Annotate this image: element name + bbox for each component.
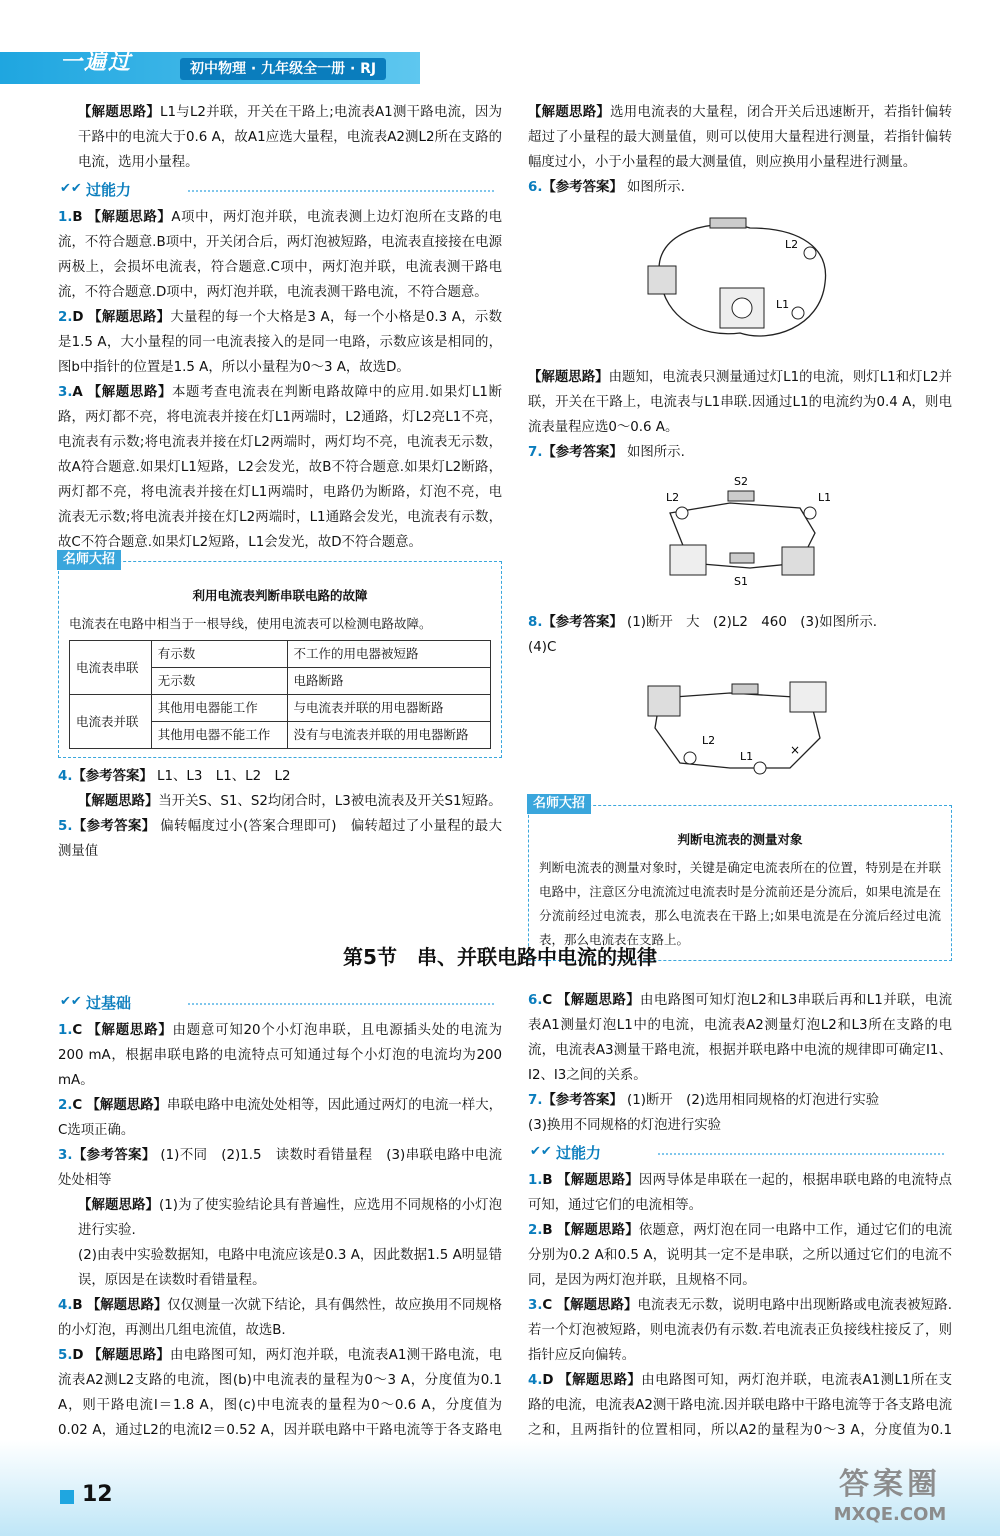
q-number: 2. bbox=[58, 310, 73, 325]
label: 【解题思路】 bbox=[557, 1223, 639, 1238]
battery-icon bbox=[648, 266, 676, 294]
q-number: 8. bbox=[528, 615, 543, 630]
label: 【参考答案】 bbox=[542, 180, 623, 195]
question-6 bbox=[528, 175, 952, 200]
q-text: 由题知，电流表只测量通过灯L1的电流，则灯L1和灯L2并联，开关在干路上，电流表与L1串联.因通过L1的电流约为0.4 A，则电流表量程应选0～0.6 A。 bbox=[528, 370, 952, 435]
q-number: 3. bbox=[58, 385, 73, 400]
label: 【解题思路】 bbox=[78, 105, 161, 120]
left-column-bottom bbox=[58, 988, 502, 1468]
q-number: 6. bbox=[528, 993, 543, 1008]
q-answer: L1、L3 L1、L2 L2 bbox=[157, 769, 291, 784]
label-l1: L1 bbox=[740, 750, 754, 763]
q-text: 本题考查电流表在判断电路故障中的应用.如果灯L1断路，两灯都不亮，将电流表并接在灯L1两端时，L2通路，灯L2亮L1不亮，电流表有示数;将电流表并接在灯L2两端时，两灯均不亮，电流表无示数，故A符合题意.如果灯L1短路，L2会发光，故B不符合题意.如果灯L2断路，两灯都不亮，将电流表并接在灯L1两端时，电路仍为断路，灯泡不亮，电流表无示数;将电流表并接在灯L2两端时，L1通路会发光，电流表有示数，故C不符合题意.如果灯L2短路，L1会发光，故D不符合题意。 bbox=[58, 385, 502, 550]
section-header-ability bbox=[58, 177, 502, 203]
q-text: 由电路图可知，两灯泡并联，电流表A1测L1所在支路的电流，电流表A2测干路电流.因并联电路中干路电流等于各支路电流之和，且两指针的位置相同，所以A2的量程为0～3 A，分度值为0.1 bbox=[528, 1373, 952, 1438]
switch-icon bbox=[710, 218, 746, 228]
bulb-icon bbox=[754, 762, 766, 774]
q-number: 4. bbox=[58, 769, 73, 784]
q-answer: C bbox=[72, 1098, 83, 1113]
question-7 bbox=[528, 440, 952, 465]
table-cell: 电路断路 bbox=[287, 668, 490, 695]
q-number: 5. bbox=[58, 1348, 73, 1363]
tip-badge: 名师大招 bbox=[57, 550, 121, 570]
q-text: 由题意可知20个小灯泡串联，且电源插头处的电流为200 mA，根据串联电路的电流特点可知通过每个小灯泡的电流均为200 mA。 bbox=[58, 1023, 503, 1088]
table-row bbox=[70, 695, 491, 722]
ammeter-icon bbox=[790, 682, 826, 712]
section-title: 过能力 bbox=[556, 1144, 602, 1162]
left-column-top bbox=[58, 100, 502, 864]
q-answer: A bbox=[72, 385, 83, 400]
label: 【解题思路】 bbox=[86, 1298, 168, 1313]
q-number: 4. bbox=[528, 1373, 543, 1388]
basic-q3-explain-2: (2)由表中实验数据知，电路中电流应该是0.3 A，因此数据1.5 A明显错误，原因是在读数时看错量程。 bbox=[78, 1248, 502, 1288]
answer-text: 选用电流表的大量程，闭合开关后迅速断开，若指针偏转超过了小量程的最大测量值，则可以使用大量程进行测量，若指针偏转幅度过小，小于小量程的最大测量值，则应换用小量程进行测量。 bbox=[528, 105, 953, 170]
switch-icon bbox=[730, 553, 754, 563]
label-l1: L1 bbox=[776, 298, 790, 311]
tip-text: 判断电流表的测量对象时，关键是确定电流表所在的位置，特别是在并联电路中，注意区分电流流过电流表时是分流前还是分流后，如果电流是在分流前经过电流表，那么电流表在干路上;如果电流是在分流后经过电流表，那么电流表在支路上。 bbox=[539, 860, 941, 947]
section-5-title: 第5节 串、并联电路中电流的规律 bbox=[343, 945, 657, 969]
basic-q7-part3: (3)换用不同规格的灯泡进行实验 bbox=[528, 1118, 722, 1133]
fault-table bbox=[69, 640, 491, 749]
circuit-diagram-8 bbox=[640, 668, 840, 788]
label: 【解题思路】 bbox=[87, 210, 172, 225]
label: 【解题思路】 bbox=[556, 993, 641, 1008]
q-text: (1)断开 大 (2)L2 460 (3)如图所示. bbox=[627, 615, 878, 630]
q-text: 大量程的每一个大格是3 A，每一个小格是0.3 A，示数是1.5 A，大小量程的同一电流表接入的是同一电路，示数应该是相同的，图b中指针的位置是1.5 A，所以小量程为0～3 A，故选D。 bbox=[58, 310, 503, 375]
q-answer: C bbox=[542, 1298, 553, 1313]
label: 【参考答案】 bbox=[542, 615, 623, 630]
q-number: 3. bbox=[58, 1148, 73, 1163]
tip-box-2 bbox=[528, 796, 952, 961]
tip-box-1 bbox=[58, 552, 502, 758]
right-column-bottom bbox=[528, 988, 952, 1493]
q-answer: B bbox=[72, 1298, 83, 1313]
label: 【参考答案】 bbox=[542, 445, 623, 460]
section-title: 过能力 bbox=[86, 181, 132, 199]
ability-q2 bbox=[528, 1218, 952, 1293]
switch-icon bbox=[728, 491, 754, 501]
label: 【解题思路】 bbox=[78, 794, 159, 809]
battery-icon bbox=[782, 547, 814, 575]
label: 【参考答案】 bbox=[542, 1093, 623, 1108]
q-number: 5. bbox=[58, 819, 73, 834]
q-text: 因两导体是串联在一起的，根据串联电路的电流特点可知，通过它们的电流相等。 bbox=[528, 1173, 953, 1213]
label-l2: L2 bbox=[666, 491, 680, 504]
basic-q2 bbox=[58, 1093, 502, 1143]
q-answer: D bbox=[542, 1373, 554, 1388]
label: 【解题思路】 bbox=[86, 1098, 167, 1113]
q-number: 4. bbox=[58, 1298, 73, 1313]
question-4 bbox=[58, 764, 502, 789]
q-text: (1)断开 (2)选用相同规格的灯泡进行实验 bbox=[627, 1093, 880, 1108]
circuit-diagram-6 bbox=[640, 208, 840, 348]
ability-q3 bbox=[528, 1293, 952, 1368]
bulb-icon bbox=[676, 507, 688, 519]
question-6-explain bbox=[528, 365, 952, 440]
table-cell: 没有与电流表并联的用电器断路 bbox=[287, 722, 490, 749]
q-number: 7. bbox=[528, 445, 543, 460]
basic-q1 bbox=[58, 1018, 502, 1093]
battery-icon bbox=[648, 686, 680, 716]
circuit-diagram-7 bbox=[650, 473, 830, 593]
q-number: 1. bbox=[58, 1023, 73, 1038]
answer-r0 bbox=[528, 100, 952, 175]
table-cell: 其他用电器不能工作 bbox=[151, 722, 287, 749]
q-text: A项中，两灯泡并联，电流表测上边灯泡所在支路的电流，不符合题意.B项中，开关闭合后，两灯泡被短路，电流表直接接在电源两极上，会损坏电流表，符合题意.C项中，两灯泡并联，电流表测干路电流，不符合题意.D项中，两灯泡并联，电流表测干路电流，不符合题意。 bbox=[58, 210, 502, 300]
table-cell: 电流表并联 bbox=[70, 695, 152, 749]
dotted-rule bbox=[658, 1153, 944, 1155]
table-cell: 有示数 bbox=[151, 641, 287, 668]
section-header-ability-2 bbox=[528, 1140, 952, 1166]
tip-title: 判断电流表的测量对象 bbox=[677, 832, 803, 847]
question-1 bbox=[58, 205, 502, 305]
q-number: 1. bbox=[528, 1173, 543, 1188]
table-row bbox=[70, 641, 491, 668]
table-cell: 无示数 bbox=[151, 668, 287, 695]
label-l2: L2 bbox=[702, 734, 716, 747]
basic-q4 bbox=[58, 1293, 502, 1343]
ammeter-icon bbox=[670, 545, 706, 575]
table-cell: 电流表串联 bbox=[70, 641, 152, 695]
bulb-icon bbox=[792, 307, 804, 319]
label-l2: L2 bbox=[785, 238, 799, 251]
q-text: 电流表无示数，说明电路中出现断路或电流表被短路.若一个灯泡被短路，则电流表仍有示数.若电流表正负接线柱接反了，则指针应反向偏转。 bbox=[528, 1298, 952, 1363]
circuit-figure-6 bbox=[528, 208, 952, 357]
q-text: 如图所示. bbox=[627, 445, 685, 460]
q-answer: (1)不同 (2)1.5 读数时看错量程 (3)串联电路中电流处处相等 bbox=[58, 1148, 502, 1188]
q-text: 偏转幅度过小(答案合理即可) 偏转超过了小量程的最大测量值 bbox=[58, 819, 502, 859]
q-number: 1. bbox=[58, 210, 73, 225]
bulb-icon bbox=[804, 507, 816, 519]
q-answer: B bbox=[542, 1173, 553, 1188]
dotted-rule bbox=[188, 1003, 494, 1005]
question-2 bbox=[58, 305, 502, 380]
q-text: 当开关S、S1、S2均闭合时，L3被电流表及开关S1短路。 bbox=[158, 794, 502, 809]
label-s2: S2 bbox=[734, 475, 748, 488]
q-text: 如图所示. bbox=[627, 180, 685, 195]
section-header-basic bbox=[58, 990, 502, 1016]
q-number: 3. bbox=[528, 1298, 543, 1313]
dotted-rule bbox=[188, 190, 494, 192]
q-answer: B bbox=[542, 1223, 553, 1238]
table-cell: 其他用电器能工作 bbox=[151, 695, 287, 722]
question-8-part4: (4)C bbox=[528, 640, 557, 655]
label-s1: S1 bbox=[734, 575, 748, 588]
q-text: 由电路图可知灯泡L2和L3串联后再和L1并联，电流表A1测量灯泡L1中的电流，电流表A2测量灯泡L2和L3所在支路的电流，电流表A3测量干路电流，根据并联电路中电流的规律即可确定I1、I2、I3之间的关系。 bbox=[528, 993, 952, 1083]
label: 【解题思路】 bbox=[556, 1298, 638, 1313]
right-column-top bbox=[528, 100, 952, 967]
label: 【解题思路】 bbox=[88, 1348, 171, 1363]
brand-logo: 一遍过 bbox=[60, 50, 133, 75]
section-title: 过基础 bbox=[86, 994, 132, 1012]
circuit-figure-7 bbox=[528, 473, 952, 602]
basic-q7 bbox=[528, 1088, 952, 1113]
label: 【解题思路】 bbox=[78, 1198, 160, 1213]
q-answer: B bbox=[72, 210, 83, 225]
tip-title: 利用电流表判断串联电路的故障 bbox=[192, 588, 368, 603]
q-number: 2. bbox=[528, 1223, 543, 1238]
circuit-figure-8 bbox=[528, 668, 952, 797]
question-4-explain bbox=[58, 789, 502, 814]
label: 【解题思路】 bbox=[88, 310, 171, 325]
question-8 bbox=[528, 610, 952, 635]
label: 【解题思路】 bbox=[558, 1373, 642, 1388]
header-subtitle: 初中物理 · 九年级全一册 · RJ bbox=[180, 58, 386, 80]
check-icon: ✔✔ bbox=[60, 181, 82, 196]
page-number: 12 bbox=[82, 1482, 113, 1507]
label: 【参考答案】 bbox=[72, 769, 153, 784]
label: 【解题思路】 bbox=[87, 1023, 173, 1038]
q-number: 2. bbox=[58, 1098, 73, 1113]
q-text: 由电路图可知，两灯泡并联，电流表A1测干路电流，电流表A2测L2支路的电流，图(b)中电流表的量程为0～3 A，分度值为0.1 A，则干路电流I＝1.8 A，图(c)中电流表的量程为0～0.6 A，分度值为0.02 A，通过L2的电流I2＝0.52 A，因并联电路中干路电流等于各支路电 bbox=[58, 1348, 502, 1438]
q-text: (1)为了使实验结论具有普遍性，应选用不同规格的小灯泡进行实验. bbox=[78, 1198, 503, 1238]
check-icon: ✔✔ bbox=[530, 1144, 552, 1159]
table-cell: 与电流表并联的用电器断路 bbox=[287, 695, 490, 722]
watermark-text: 答案圈 bbox=[839, 1467, 941, 1502]
q-answer: D bbox=[72, 1348, 84, 1363]
answer-p0 bbox=[58, 100, 502, 175]
ability-q1 bbox=[528, 1168, 952, 1218]
tip-badge: 名师大招 bbox=[527, 794, 591, 814]
label: 【解题思路】 bbox=[528, 105, 611, 120]
basic-q6 bbox=[528, 988, 952, 1088]
question-5 bbox=[58, 814, 502, 864]
page-marker-icon bbox=[60, 1490, 74, 1504]
label: 【解题思路】 bbox=[557, 1173, 639, 1188]
q-answer: C bbox=[542, 993, 553, 1008]
basic-q3 bbox=[58, 1143, 502, 1193]
label: 【解题思路】 bbox=[87, 385, 172, 400]
check-icon: ✔✔ bbox=[60, 994, 82, 1009]
answer-text: L1与L2并联，开关在干路上;电流表A1测干路电流，因为干路中的电流大于0.6 A，故A1应选大量程，电流表A2测L2所在支路的电流，选用小量程。 bbox=[78, 105, 503, 170]
switch-icon bbox=[732, 684, 758, 694]
watermark-logo bbox=[800, 1467, 980, 1530]
label: 【解题思路】 bbox=[528, 370, 609, 385]
q-text: 串联电路中电流处处相等，因此通过两灯的电流一样大，C选项正确。 bbox=[58, 1098, 503, 1138]
cross-mark: × bbox=[790, 743, 801, 757]
q-answer: D bbox=[72, 310, 84, 325]
label: 【参考答案】 bbox=[72, 819, 156, 834]
question-3 bbox=[58, 380, 502, 555]
q-answer: C bbox=[72, 1023, 83, 1038]
q-text: 依题意，两灯泡在同一电路中工作，通过它们的电流分别为0.2 A和0.5 A，说明其一定不是串联，之所以通过它们的电流不同，是因为两灯泡并联，且规格不同。 bbox=[528, 1223, 953, 1288]
q-number: 7. bbox=[528, 1093, 543, 1108]
q-number: 6. bbox=[528, 180, 543, 195]
tip-intro: 电流表在电路中相当于一根导线，使用电流表可以检测电路故障。 bbox=[69, 616, 432, 631]
bulb-icon bbox=[684, 752, 696, 764]
watermark-url: MXQE.COM bbox=[833, 1504, 947, 1525]
label-l1: L1 bbox=[818, 491, 830, 504]
q-text: 仅仅测量一次就下结论，具有偶然性，故应换用不同规格的小灯泡，再测出几组电流值，故选B. bbox=[58, 1298, 502, 1338]
bulb-icon bbox=[804, 247, 816, 259]
label: 【参考答案】 bbox=[72, 1148, 156, 1163]
table-cell: 不工作的用电器被短路 bbox=[287, 641, 490, 668]
basic-q3-explain bbox=[58, 1193, 502, 1243]
